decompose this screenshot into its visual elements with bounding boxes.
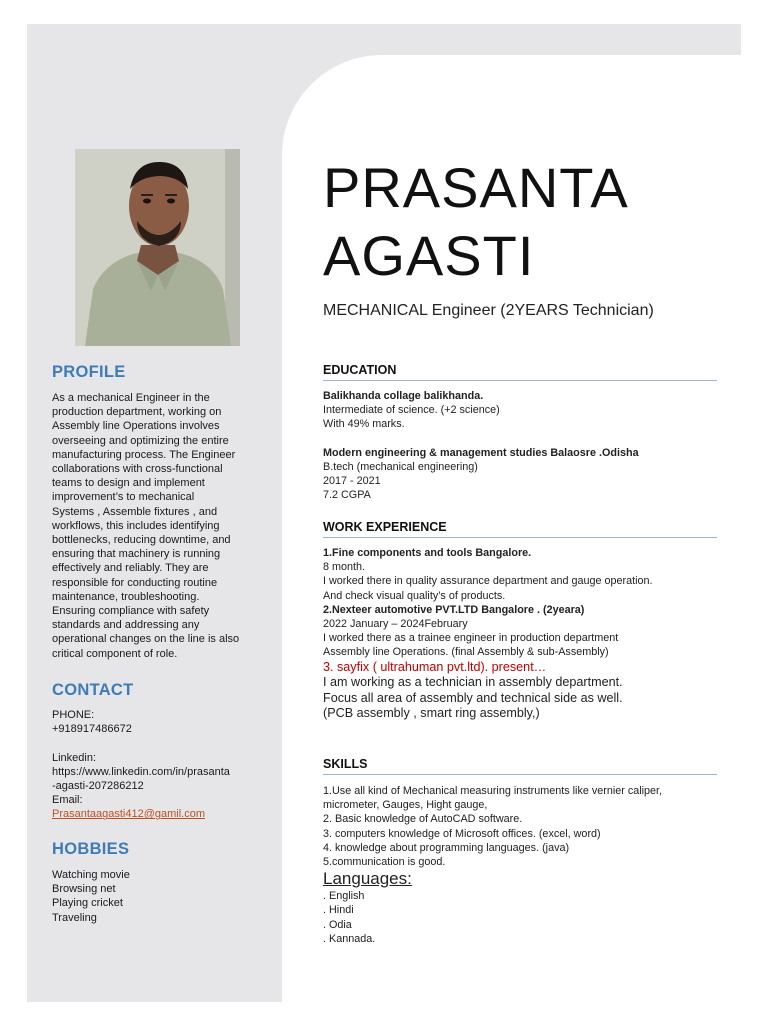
first-name: PRASANTA: [323, 156, 629, 219]
education-line: 2017 - 2021: [323, 475, 381, 488]
person-portrait-image: [75, 149, 240, 346]
language-item: . Odia: [323, 918, 352, 931]
profile-line: bottlenecks, reducing downtime, and: [52, 534, 231, 547]
job-2-title: 2.Nexteer automotive PVT.LTD Bangalore . (2yeara): [323, 603, 585, 616]
job-line: Focus all area of assembly and technical side as well.: [323, 690, 623, 705]
phone-number: +918917486672: [52, 723, 132, 736]
profile-line: effectively and reliably. They are: [52, 562, 209, 575]
profile-line: responsible for conducting routine: [52, 576, 218, 589]
education-line: Intermediate of science. (+2 science): [323, 404, 500, 417]
job-line: I worked there in quality assurance department and gauge operation.: [323, 575, 653, 588]
languages-heading: Languages:: [323, 869, 412, 889]
job-line: And check visual quality’s of products.: [323, 589, 506, 602]
profile-line: collaborations with cross-functional: [52, 463, 223, 476]
profile-line: critical component of role.: [52, 647, 178, 660]
skill-item: 4. knowledge about programming languages. (java): [323, 841, 570, 854]
job-title: MECHANICAL Engineer (2YEARS Technician): [323, 302, 654, 319]
full-name: [323, 154, 629, 290]
job-line: (PCB assembly , smart ring assembly,): [323, 706, 540, 721]
job-line: 2022 January – 2024February: [323, 618, 468, 631]
education-line: With 49% marks.: [323, 418, 405, 431]
hobby-item: Browsing net: [52, 883, 116, 896]
linkedin-url-line2[interactable]: -agasti-207286212: [52, 780, 144, 792]
work-experience-heading: WORK EXPERIENCE: [323, 520, 717, 538]
education-details: [323, 389, 733, 503]
profile-line: Systems , Assemble fixtures , and: [52, 505, 218, 518]
skill-item: 1.Use all kind of Mechanical measuring instruments like vernier caliper,: [323, 785, 663, 797]
hobby-item: Playing cricket: [52, 897, 123, 910]
last-name: AGASTI: [323, 224, 535, 287]
profile-line: teams to design and implement: [52, 477, 205, 490]
profile-heading: PROFILE: [52, 363, 126, 381]
education-heading: EDUCATION: [323, 363, 717, 381]
profile-line: ensuring that machinery is running: [52, 548, 221, 561]
profile-line: As a mechanical Engineer in the: [52, 392, 210, 404]
skill-item: 5.communication is good.: [323, 856, 446, 869]
job-line: I am working as a technician in assembly department.: [323, 675, 623, 690]
education-line: 7.2 CGPA: [323, 489, 371, 502]
contact-heading: CONTACT: [52, 681, 134, 699]
job-1-title: 1.Fine components and tools Bangalore.: [323, 547, 532, 559]
education-school-2: Modern engineering & management studies Balaosre .Odisha: [323, 446, 639, 459]
profile-line: Assembly line Operations involves: [52, 420, 220, 433]
profile-line: standards and addressing any: [52, 619, 200, 632]
work-experience-details: [323, 546, 733, 722]
hobbies-list: [52, 868, 267, 925]
linkedin-label: Linkedin:: [52, 751, 97, 764]
hobby-item: Watching movie: [52, 869, 130, 881]
education-line: B.tech (mechanical engineering): [323, 461, 478, 473]
job-line: 8 month.: [323, 561, 366, 574]
profile-line: workflows, this includes identifying: [52, 519, 220, 532]
profile-line: overseeing and optimizing the entire: [52, 434, 229, 447]
job-line: I worked there as a trainee engineer in production department: [323, 632, 619, 645]
phone-label: PHONE:: [52, 709, 95, 721]
skill-item: micrometer, Gauges, Hight gauge,: [323, 799, 488, 812]
hobbies-heading: HOBBIES: [52, 840, 130, 858]
email-link[interactable]: Prasantaagasti412@gamil.com: [52, 808, 206, 821]
profile-line: improvement’s to mechanical: [52, 491, 195, 504]
email-label: Email:: [52, 794, 83, 807]
profile-line: maintenance, troubleshooting.: [52, 590, 200, 603]
education-school-1: Balikhanda collage balikhanda.: [323, 390, 484, 402]
profile-line: operational changes on the line is also: [52, 633, 240, 646]
language-item: . Hindi: [323, 904, 354, 917]
profile-line: production department, working on: [52, 406, 222, 419]
language-item: . English: [323, 890, 365, 903]
contact-details: [52, 708, 267, 822]
skills-heading: SKILLS: [323, 757, 717, 775]
profile-line: manufacturing process. The Engineer: [52, 448, 236, 461]
hobby-item: Traveling: [52, 911, 97, 924]
linkedin-url-line1[interactable]: https://www.linkedin.com/in/prasanta: [52, 765, 230, 778]
skill-item: 2. Basic knowledge of AutoCAD software.: [323, 813, 523, 826]
job-3-title: 3. sayfix ( ultrahuman pvt.ltd). present…: [323, 659, 547, 674]
profile-photo: [75, 149, 240, 346]
job-line: Assembly line Operations. (final Assembly & sub-Assembly): [323, 646, 609, 659]
skill-item: 3. computers knowledge of Microsoft offices. (excel, word): [323, 827, 601, 840]
profile-summary: [52, 391, 267, 661]
profile-line: Ensuring compliance with safety: [52, 605, 210, 618]
skills-details: [323, 784, 733, 946]
language-item: . Kannada.: [323, 932, 376, 945]
